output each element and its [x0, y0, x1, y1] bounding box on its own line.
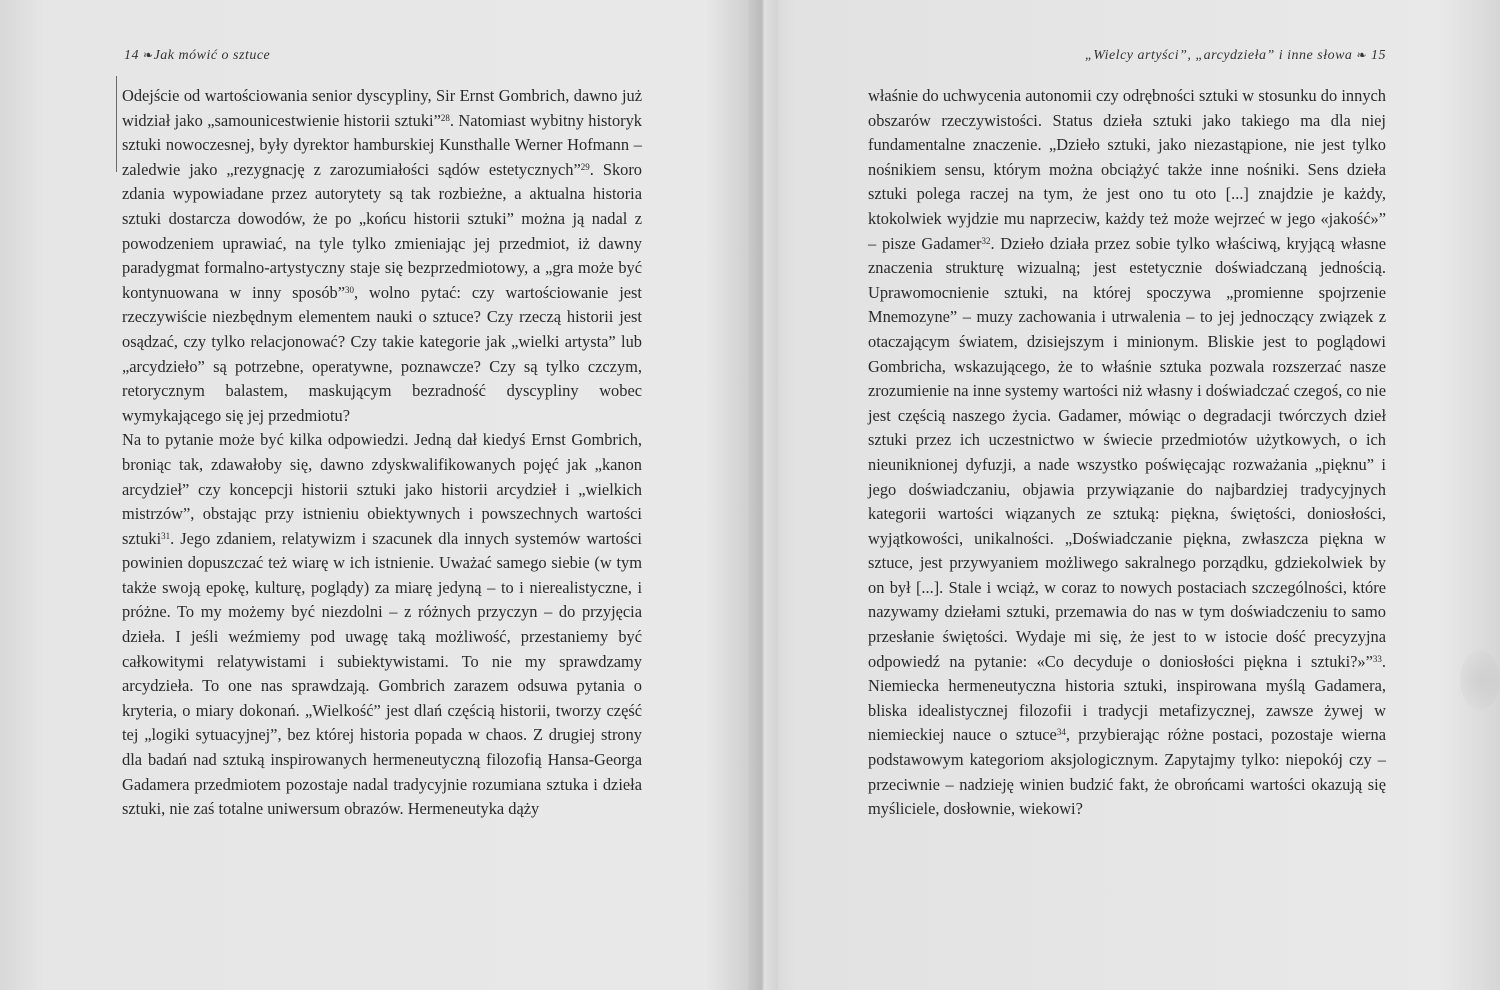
text-run: , wolno pytać: czy wartościowanie jest rzeczywiście niezbędnym elementem nauki o sztuce? Czy rzeczą historii jest osądzać, czy tylko relacjonować? Czy takie kategorie jak „wielki artysta” lub „arcydzieło” są potrzebne, operatywne, poznawcze? Czy są tylko czczym, retorycznym balastem, maskującym bezradność dyscypliny wobec wymykającego się jej przedmiotu? — [122, 282, 642, 425]
footnote-reference: 29 — [580, 161, 590, 172]
footnote-reference: 30 — [345, 284, 354, 295]
text-run: Odejście od wartościowania senior dyscypliny, Sir Ernst Gombrich, dawno już widział jako „samounicestwienie historii sztuki” — [122, 86, 642, 130]
text-run: . Dzieło działa przez sobie tylko właściwą, kryjącą własne znaczenia strukturę wizualną; jest estetycznie doświadczaną jednością. Uprawomocnienie sztuki, na której spoczywa „promienne spojrzenie Mnemozyne” – muzy zachowania i utrwalenia – to jej jednoczący związek z otaczającym światem, dzisiejszym i minionym. Bliskie jest to poglądowi Gombricha, wskazującego, że to właśnie sztuka pozwala rozszerzać nasze zrozumienie na inne systemy wartości niż własny i doświadczać czegoś, co nie jest częścią naszego życia. Gadamer, mówiąc o degradacji twórczych dzieł sztuki przez ich uczestnictwo w świecie przedmiotów użytkowych, o ich nieuniknionej dyfuzji, a nade wszystko poświęcając rozważania „pięknu” i jego doświadczaniu, objawia przywiązanie do najbardziej tradycyjnych kategorii wartości wiązanych ze sztuką: piękna, świętości, doniosłości, wyjątkowości, unikalności. „Doświadczanie piękna, zwłaszcza piękna w sztuce, jest przywyaniem możliwego sakralnego porządku, gdziekolwiek by on był [...]. Stale i wciąż, w coraz to nowych postaciach szczególności, które nazywamy dziełami sztuki, przemawia do nas w tym doświadczeniu to samo przesłanie świętości. Wydaje mi się, że jest to w istocie dość precyzyjna odpowiedź na pytanie: «Co decyduje o doniosłości piękna i sztuki?»” — [868, 233, 1386, 671]
paper-shadow — [1460, 650, 1500, 710]
text-run: . Skoro zdania wypowiadane przez autorytety są tak rozbieżne, a aktualna historia sztuki dostarcza dowodów, że po „końcu historii sztuki” można ją nadal z powodzeniem uprawiać, na tyle tylko zmieniając jej przedmiot, iż dawny paradygmat formalno-artystyczny staje się bezprzedmiotowy, a „gra może być kontynuowana w inny sposób” — [122, 159, 643, 302]
right-running-title: „Wielcy artyści”, „arcydzieła” i inne słowa — [1084, 48, 1353, 63]
footnote-reference: 34 — [1056, 727, 1066, 738]
text-run: Na to pytanie może być kilka odpowiedzi. Jedną dał kiedyś Ernst Gombrich, broniąc tak, zdawałoby się, dawno zdyskwalifikowanych pojęć jak „kanon arcydzieł” czy koncepcji historii sztuki jako historii arcydzieł i „wielkich mistrzów”, obstając przy istnieniu obiektywnych i powszechnych wartości sztuki — [122, 430, 642, 548]
fleuron-icon: ❧ — [1356, 48, 1367, 62]
footnote-reference: 31 — [161, 530, 171, 541]
text-run: . Natomiast wybitny historyk sztuki nowoczesnej, były dyrektor hamburskiej Kunsthalle Werner Hofmann – zaledwie jako „rezygnację z zarozumiałości sądów estetycznych” — [122, 110, 643, 179]
fleuron-icon: ❧ — [143, 48, 154, 62]
text-run: . Jego zdaniem, relatywizm i szacunek dla innych systemów wartości powinien dopuszczać też wiarę w ich istnienie. Uważać samego siebie (w tym także swoją epokę, kulturę, poglądy) za miarę jedyną – to i nierealistyczne, i próżne. To my możemy być niezdolni – z różnych przyczyn – do przyjęcia dzieła. I jeśli weźmiemy pod uwagę taką możliwość, przestaniemy być całkowitymi relatywistami i subiektywistami. To nie my sprawdzamy arcydzieła. To one nas sprawdzają. Gombrich zarazem odsuwa pytania o kryteria, o miary dokonań. „Wielkość” jest dlań częścią historii, tworzy część tej „logiki sytuacyjnej”, bez której historia popada w chaos. Z drugiej strony dla badań nad sztuką inspirowanych hermeneutyczną filozofią Hansa-Georga Gadamera przedmiotem pozostaje nadal tradycyjnie rozumiana sztuka i dzieła sztuki, nie zaś totalne uniwersum obrazów. Hermeneutyka dąży — [122, 528, 642, 819]
paragraph — [868, 84, 1386, 822]
paragraph — [122, 428, 642, 822]
right-body-text — [868, 84, 1386, 822]
left-body-text — [122, 84, 642, 822]
margin-pencil-mark — [116, 76, 117, 172]
left-page — [0, 0, 748, 990]
right-page — [778, 0, 1500, 990]
left-running-head — [124, 48, 270, 64]
book-gutter — [748, 0, 778, 990]
paragraph — [122, 84, 642, 428]
footnote-reference: 32 — [981, 235, 991, 246]
text-run: . Niemiecka hermeneutyczna historia sztuki, inspirowana myślą Gadamera, bliska idealistycznej filozofii i tradycji metafizycznej, zawsze żywej w niemieckiej nauce o sztuce — [868, 651, 1386, 745]
footnote-reference: 28 — [440, 112, 450, 123]
left-page-number: 14 — [124, 48, 139, 63]
text-run: właśnie do uchwycenia autonomii czy odrębności sztuki w stosunku do innych obszarów rzeczywistości. Status dzieła sztuki jako takiego ma dla niej fundamentalne znaczenie. „Dzieło sztuki, jako niezastąpione, nie jest tylko nośnikiem sensu, którym można obciążyć także inne nośniki. Sens dzieła sztuki polega raczej na tym, że jest ono tu oto [...] znajdzie je każdy, ktokolwiek wyjdzie mu naprzeciw, każdy też może wejrzeć w jego «jakość»” – pisze Gadamer — [868, 86, 1386, 253]
text-run: , przybierając różne postaci, pozostaje wierna podstawowym kategoriom aksjologicznym. Zapytajmy tylko: niepokój czy – przeciwnie – nadzieję winien budzić fakt, że obrońcami wartości okazują się myśliciele, dosłownie, wiekowi? — [868, 725, 1386, 819]
right-page-number: 15 — [1371, 48, 1386, 63]
left-running-title: Jak mówić o sztuce — [153, 48, 271, 63]
right-running-head — [1085, 48, 1386, 64]
footnote-reference: 33 — [1372, 653, 1382, 664]
